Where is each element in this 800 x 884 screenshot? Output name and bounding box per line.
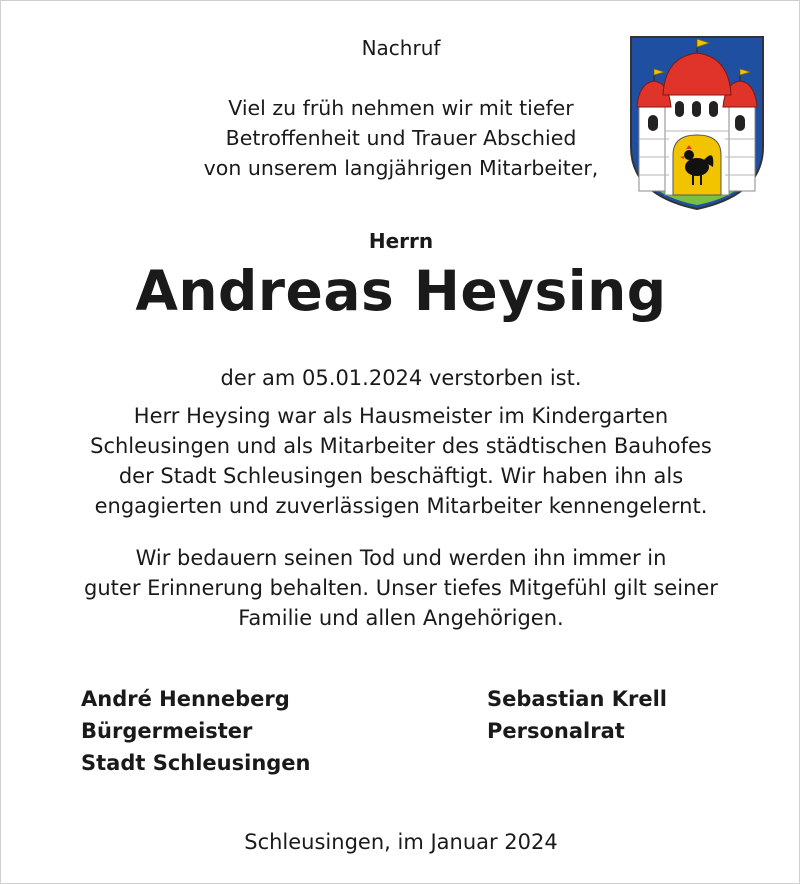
intro-text bbox=[151, 93, 651, 183]
paragraph-line: Herr Heysing war als Hausmeister im Kindergarten bbox=[133, 404, 669, 428]
paragraph-line: Wir bedauern seinen Tod und werden ihn immer in bbox=[135, 546, 667, 570]
death-date-line: der am 05.01.2024 verstorben ist. bbox=[220, 366, 582, 390]
paragraph-line: Schleusingen und als Mitarbeiter des städtischen Bauhofes bbox=[90, 434, 712, 458]
intro-line: Betroffenheit und Trauer Abschied bbox=[225, 126, 577, 150]
paragraph-line: Familie und allen Angehörigen. bbox=[238, 606, 564, 630]
signature-name: André Henneberg bbox=[81, 687, 290, 711]
signature-organization: Stadt Schleusingen bbox=[81, 751, 311, 775]
signature-title: Personalrat bbox=[487, 719, 625, 743]
paragraph-line: guter Erinnerung behalten. Unser tiefes Mitgefühl gilt seiner bbox=[84, 576, 718, 600]
notice-heading: Nachruf bbox=[361, 36, 441, 60]
paragraph-employment bbox=[1, 401, 800, 521]
signature-staff-council bbox=[487, 683, 667, 747]
intro-line: Viel zu früh nehmen wir mit tiefer bbox=[228, 96, 574, 120]
coat-of-arms-icon bbox=[629, 35, 765, 211]
signature-title: Bürgermeister bbox=[81, 719, 253, 743]
place-and-date: Schleusingen, im Januar 2024 bbox=[244, 830, 558, 854]
salutation: Herrn bbox=[368, 229, 434, 253]
signature-mayor bbox=[81, 683, 311, 779]
paragraph-line: der Stadt Schleusingen beschäftigt. Wir haben ihn als bbox=[118, 464, 684, 488]
signature-name: Sebastian Krell bbox=[487, 687, 668, 711]
paragraph-line: engagierten und zuverlässigen Mitarbeiter kennengelernt. bbox=[94, 494, 708, 518]
intro-line: von unserem langjährigen Mitarbeiter, bbox=[203, 156, 599, 180]
paragraph-condolence bbox=[1, 543, 800, 633]
deceased-name: Andreas Heysing bbox=[135, 259, 667, 323]
